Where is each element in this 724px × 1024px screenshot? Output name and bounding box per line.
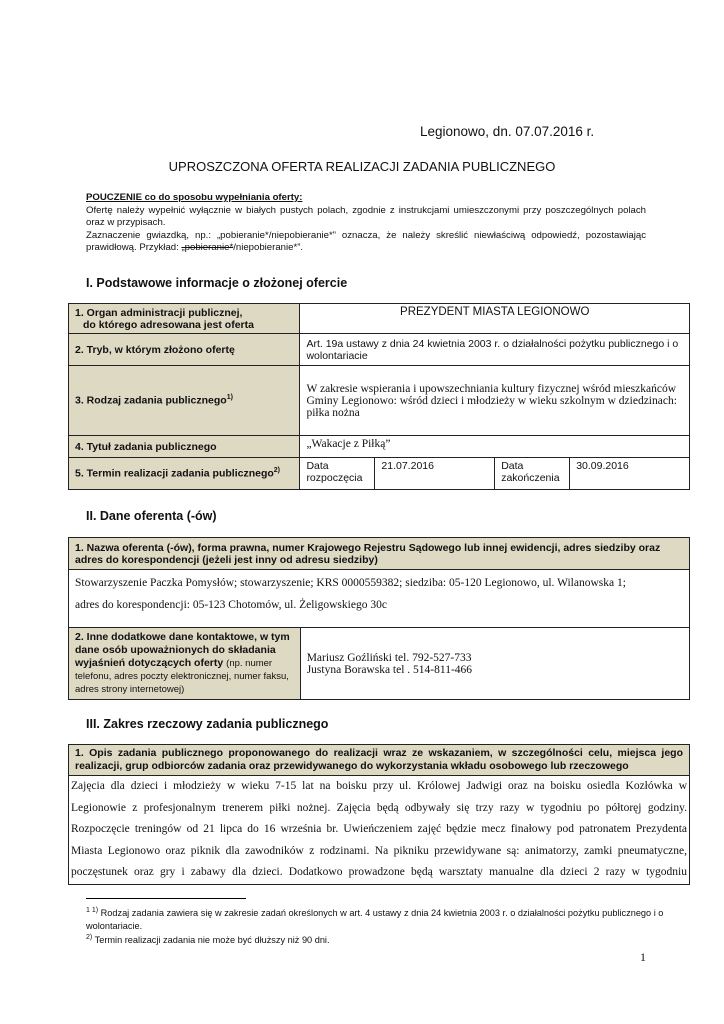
basic-info-table: [68, 303, 690, 490]
end-date-label: Data zakończenia: [495, 458, 570, 490]
organ-label: [69, 304, 300, 334]
table-row: [69, 776, 690, 885]
offerer-name-value[interactable]: [69, 570, 690, 628]
contact-label-hint: (np. numer telefonu, adres poczty elektronicznej, numer faksu, adres strony internetowej): [75, 658, 289, 695]
footnote-ref-1: 1): [226, 394, 233, 402]
footnote-1-mark: 1 1): [86, 907, 99, 914]
contact-person-2: Justyna Borawska tel . 514-811-466: [306, 663, 473, 676]
notice-heading: POUCZENIE co do sposobu wypełniania oferty:: [86, 192, 303, 203]
task-type-label: [69, 366, 300, 436]
term-label-text: 5. Termin realizacji zadania publicznego: [75, 467, 274, 480]
description-line: Legionowie z profesjonalnym trenerem piłki nożnej. Zajęcia będą odbywały się trzy razy w tygodniu po półtoręj godziny.: [71, 801, 687, 814]
offerer-name-line-2: adres do korespondencji: 05-123 Chotomów, ul. Żeligowskiego 30c: [75, 599, 387, 611]
start-date-value[interactable]: 21.07.2016: [375, 458, 495, 490]
contact-value[interactable]: [300, 628, 689, 700]
table-row: [69, 538, 690, 570]
term-label: [69, 458, 300, 490]
instructions-notice: [86, 192, 646, 255]
footnotes: [86, 905, 666, 947]
table-row: [69, 304, 690, 334]
organ-label-line-2: do którego adresowana jest oferta: [83, 318, 254, 331]
task-description-value[interactable]: [69, 776, 690, 885]
table-row: [69, 436, 690, 458]
mode-label: 2. Tryb, w którym złożono ofertę: [69, 334, 300, 366]
table-row: [69, 628, 690, 700]
document-title: UPROSZCZONA OFERTA REALIZACJI ZADANIA PUBLICZNEGO: [168, 159, 556, 174]
task-title-value[interactable]: „Wakacje z Piłką”: [300, 436, 690, 458]
page-number: 1: [640, 950, 646, 964]
notice-line-2: [86, 230, 646, 255]
contact-person-1: Mariusz Goźliński tel. 792-527-733: [306, 651, 472, 664]
task-description-label: 1. Opis zadania publicznego proponowanego do realizacji wraz ze wskazaniem, w szczególności celu, miejsca jego realizacji, grup odbiorców zadania oraz przewidywanego do wykorzystania wkładu osobowego lub rzeczowego: [69, 745, 690, 776]
table-row: [69, 366, 690, 436]
contact-label: [69, 628, 301, 700]
offerer-name-line-1: Stowarzyszenie Paczka Pomysłów; stowarzyszenie; KRS 0000559382; siedziba: 05-120 Legionowo, ul. Wilanowska 1;: [75, 577, 626, 589]
description-line: Rozpoczęcie treningów od 21 lipca do 16 września br. Uwieńczeniem zajęć będzie mecz finałowy pod patronatem Prezydenta: [71, 823, 687, 835]
footnote-2-text: Termin realizacji zadania nie może być dłuższy niż 90 dni.: [94, 935, 330, 946]
notice-line-1: Ofertę należy wypełnić wyłącznie w białych pustych polach, zgodnie z instrukcjami umieszczonymi przy poszczególnych polach oraz w przypisach.: [86, 204, 646, 228]
place-and-date: Legionowo, dn. 07.07.2016 r.: [420, 124, 595, 139]
organ-value[interactable]: PREZYDENT MIASTA LEGIONOWO: [300, 304, 690, 334]
section-2-heading: II. Dane oferenta (-ów): [86, 509, 217, 523]
section-1-heading: I. Podstawowe informacje o złożonej ofercie: [86, 276, 348, 290]
offerer-name-label: 1. Nazwa oferenta (-ów), forma prawna, numer Krajowego Rejestru Sądowego lub innej ewidencji, adres siedziby oraz adres do korespondencji (jeżeli jest inny od adresu siedziby): [69, 538, 690, 570]
contact-label-text: 2. Inne dodatkowe dane kontaktowe, w tym dane osób upoważnionych do składania wyjaśnień dotyczących oferty: [75, 631, 290, 669]
table-row: [69, 570, 690, 628]
mode-value[interactable]: Art. 19a ustawy z dnia 24 kwietnia 2003 r. o działalności pożytku publicznego i o wolontariacie: [300, 334, 690, 366]
section-3-heading: III. Zakres rzeczowy zadania publicznego: [86, 717, 329, 731]
table-row: [69, 334, 690, 366]
description-line: poczęstunek oraz gry i zabawy dla dzieci. Dodatkowo prowadzone będą warsztaty manualne dla dzieci 2 razy w tygodniu: [71, 866, 687, 878]
footnote-separator: [86, 898, 246, 899]
task-type-label-text: 3. Rodzaj zadania publicznego: [75, 394, 227, 407]
footnote-1: [86, 905, 666, 932]
footnote-2-mark: 2): [86, 934, 93, 942]
scope-table: [68, 744, 690, 885]
description-line: Zajęcia dla dzieci i młodzieży w wieku 7-15 lat na boisku przy ul. Królowej Jadwigi oraz na boisku osiedla Kozłówka w: [71, 780, 687, 792]
task-type-value[interactable]: W zakresie wspierania i upowszechniania kultury fizycznej wśród mieszkańców Gminy Legionowo: wśród dzieci i młodzieży w wieku szkolnym w dziedzinach: piłka nożna: [300, 366, 690, 436]
footnote-1-text: Rodzaj zadania zawiera się w zakresie zadań określonych w art. 4 ustawy z dnia 24 kwietnia 2003 r. o działalności pożytku publicznego i o wolontariacie.: [86, 908, 664, 931]
footnote-2: [86, 932, 666, 947]
description-line: Miasta Legionowo oraz piknik dla zawodników z rodzinami. Na pikniku przewidywane są: animatorzy, zamki pneumatyczne,: [71, 844, 687, 857]
offerer-table: [68, 537, 690, 700]
start-date-label: Data rozpoczęcia: [300, 458, 375, 490]
end-date-value[interactable]: 30.09.2016: [570, 458, 690, 490]
footnote-ref-2: 2): [273, 467, 281, 475]
table-row: [69, 745, 690, 776]
task-title-label: 4. Tytuł zadania publicznego: [69, 436, 300, 458]
notice-line-2-text: Zaznaczenie gwiazdką, np.: „pobieranie*/niepobieranie*” oznacza, że należy skreślić niewłaściwą odpowiedź, pozostawiając prawidłową. Przykład:: [86, 229, 646, 253]
organ-label-line-1: 1. Organ administracji publicznej,: [75, 306, 243, 319]
table-row: [69, 458, 690, 490]
notice-example-rest: /niepobieranie*”.: [233, 242, 304, 253]
notice-example-struck: „pobieranie*: [181, 242, 234, 253]
